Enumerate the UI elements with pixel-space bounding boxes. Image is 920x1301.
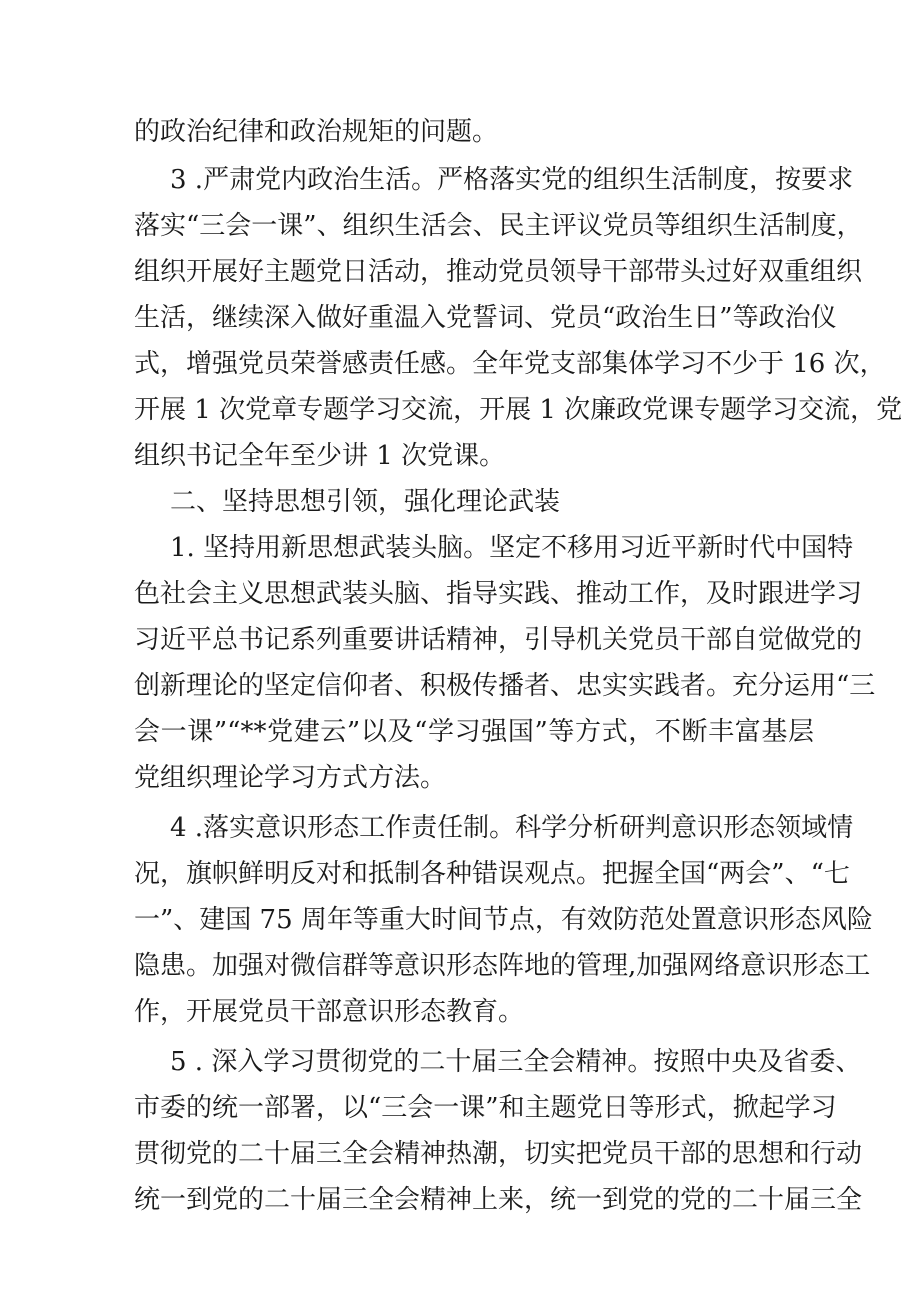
text-line: 作，开展党员干部意识形态教育。 (134, 997, 525, 1027)
text-line: 生活，继续深入做好重温入党誓词、党员“政治生日”等政治仪 (134, 303, 837, 333)
text-line: 组织开展好主题党日活动，推动党员领导干部带头过好双重组织 (134, 257, 863, 287)
section-heading: 二、坚持思想引领，强化理论武装 (170, 487, 561, 517)
text-line: 创新理论的坚定信仰者、积极传播者、忠实实践者。充分运用“三 (134, 671, 876, 701)
text-line: 况，旗帜鲜明反对和抵制各种错误观点。把握全国“两会”、“七 (134, 859, 850, 889)
text-line: 统一到党的二十届三全会精神上来，统一到党的党的二十届三全 (134, 1185, 863, 1215)
text-line: 党组织理论学习方式方法。 (134, 763, 447, 793)
text-line: 4 .落实意识形态工作责任制。科学分析研判意识形态领域情 (170, 813, 854, 843)
text-line: 一”、建国 75 周年等重大时间节点，有效防范处置意识形态风险 (134, 905, 873, 935)
text-line: 开展 1 次党章专题学习交流，开展 1 次廉政党课专题学习交流，党 (134, 395, 903, 425)
text-line: 色社会主义思想武装头脑、指导实践、推动工作，及时跟进学习 (134, 579, 863, 609)
text-line: 习近平总书记系列重要讲话精神，引导机关党员干部自觉做党的 (134, 625, 863, 655)
text-line: 1. 坚持用新思想武装头脑。坚定不移用习近平新时代中国特 (170, 533, 854, 563)
text-line: 落实“三会一课”、组织生活会、民主评议党员等组织生活制度， (134, 211, 863, 241)
text-line: 市委的统一部署，以“三会一课”和主题党日等形式，掀起学习 (134, 1093, 837, 1123)
text-line: 3 .严肃党内政治生活。严格落实党的组织生活制度，按要求 (170, 165, 854, 195)
text-line: 的政治纪律和政治规矩的问题。 (134, 117, 499, 147)
text-line: 组织书记全年至少讲 1 次党课。 (134, 441, 506, 471)
text-line: 隐患。加强对微信群等意识形态阵地的管理,加强网络意识形态工 (134, 951, 871, 981)
text-line: 贯彻党的二十届三全会精神热潮，切实把党员干部的思想和行动 (134, 1139, 863, 1169)
text-line: 式，增强党员荣誉感责任感。全年党支部集体学习不少于 16 次， (134, 349, 886, 379)
text-line: 会一课”“**党建云”以及“学习强国”等方式，不断丰富基层 (134, 717, 814, 747)
text-line: 5 . 深入学习贯彻党的二十届三全会精神。按照中央及省委、 (170, 1047, 862, 1077)
